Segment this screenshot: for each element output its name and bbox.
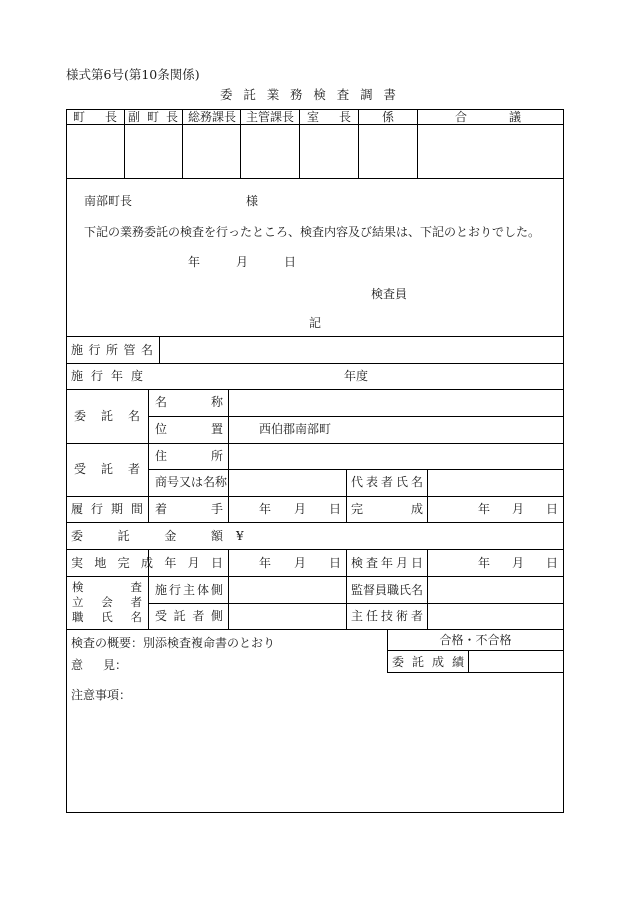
label-contractor-side: 受 託 者 側 (155, 609, 223, 623)
label-representative: 代 表 者 氏 名 (351, 475, 423, 489)
start-date-parts: 年 月 日 (259, 502, 341, 516)
yen-mark: ¥ (236, 529, 244, 543)
header-general-affairs: 総務課長 (187, 110, 236, 124)
pass-fail: 合格・不合格 (439, 633, 512, 647)
label-supervisor-name: 施 行 所 管 名 (71, 343, 153, 357)
label-attendee-line-2: 立 会 者 (72, 595, 142, 609)
actual-completion-date-parts: 年 月 日 (259, 556, 341, 570)
label-company: 商号又は名称 (155, 475, 228, 489)
label-attendee-line-3: 職 氏 名 (72, 610, 142, 624)
location-value: 西伯郡南部町 (259, 422, 332, 436)
inspector-label: 検査員 (371, 287, 408, 301)
header-supervising: 主管課長 (245, 110, 294, 124)
notes-label: 注意事項： (71, 688, 132, 702)
label-amount: 委 託 金 額 (71, 529, 223, 543)
label-name: 名 称 (155, 395, 223, 409)
label-address: 住 所 (155, 449, 223, 463)
label-contract-name: 委 託 名 (74, 409, 140, 423)
complete-date-parts: 年 月 日 (478, 502, 558, 516)
label-actual-completion: 実 地 完 成 年 月 日 (71, 556, 223, 570)
label-start: 着 手 (155, 502, 223, 516)
opinion-label: 意 見： (71, 658, 127, 672)
label-grade: 委 託 成 績 (392, 655, 464, 669)
honorific: 様 (246, 194, 259, 208)
label-period: 履 行 期 間 (71, 502, 143, 516)
header-consultation: 合 議 (455, 110, 521, 124)
label-fiscal-year: 施 行 年 度 (71, 369, 143, 383)
addressee: 南部町長 (84, 194, 133, 208)
label-chief-engineer: 主 任 技 術 者 (351, 609, 423, 623)
label-supervisor-staff: 監督員職氏名 (351, 583, 424, 597)
header-room-chief: 室 長 (307, 110, 351, 124)
overview-text: 検査の概要：別添検査複命書のとおり (71, 636, 276, 650)
body-text: 下記の業務委託の検査を行ったところ、検査内容及び結果は、下記のとおりでした。 (84, 225, 541, 239)
label-executor-side: 施 行 主 体 側 (155, 583, 223, 597)
form-title: 委 託 業 務 検 査 調 書 (220, 87, 396, 102)
date-month: 月 (236, 255, 249, 269)
form-number: 様式第6号(第10条関係) (66, 67, 200, 82)
date-day: 日 (284, 255, 297, 269)
header-staff: 係 (381, 110, 394, 124)
label-inspection-date: 検 査 年 月 日 (351, 556, 423, 570)
ki-label: 記 (309, 316, 322, 330)
label-attendee-line-1: 検 査 (72, 580, 142, 594)
header-vice-chief: 副 町 長 (128, 110, 178, 124)
header-town-chief: 町 長 (73, 110, 117, 124)
label-location: 位 置 (155, 422, 223, 436)
label-contractor: 受 託 者 (74, 462, 140, 476)
date-year: 年 (188, 255, 201, 269)
label-complete: 完 成 (351, 502, 423, 516)
inspection-date-parts: 年 月 日 (478, 556, 558, 570)
fiscal-year-value: 年度 (344, 369, 369, 383)
